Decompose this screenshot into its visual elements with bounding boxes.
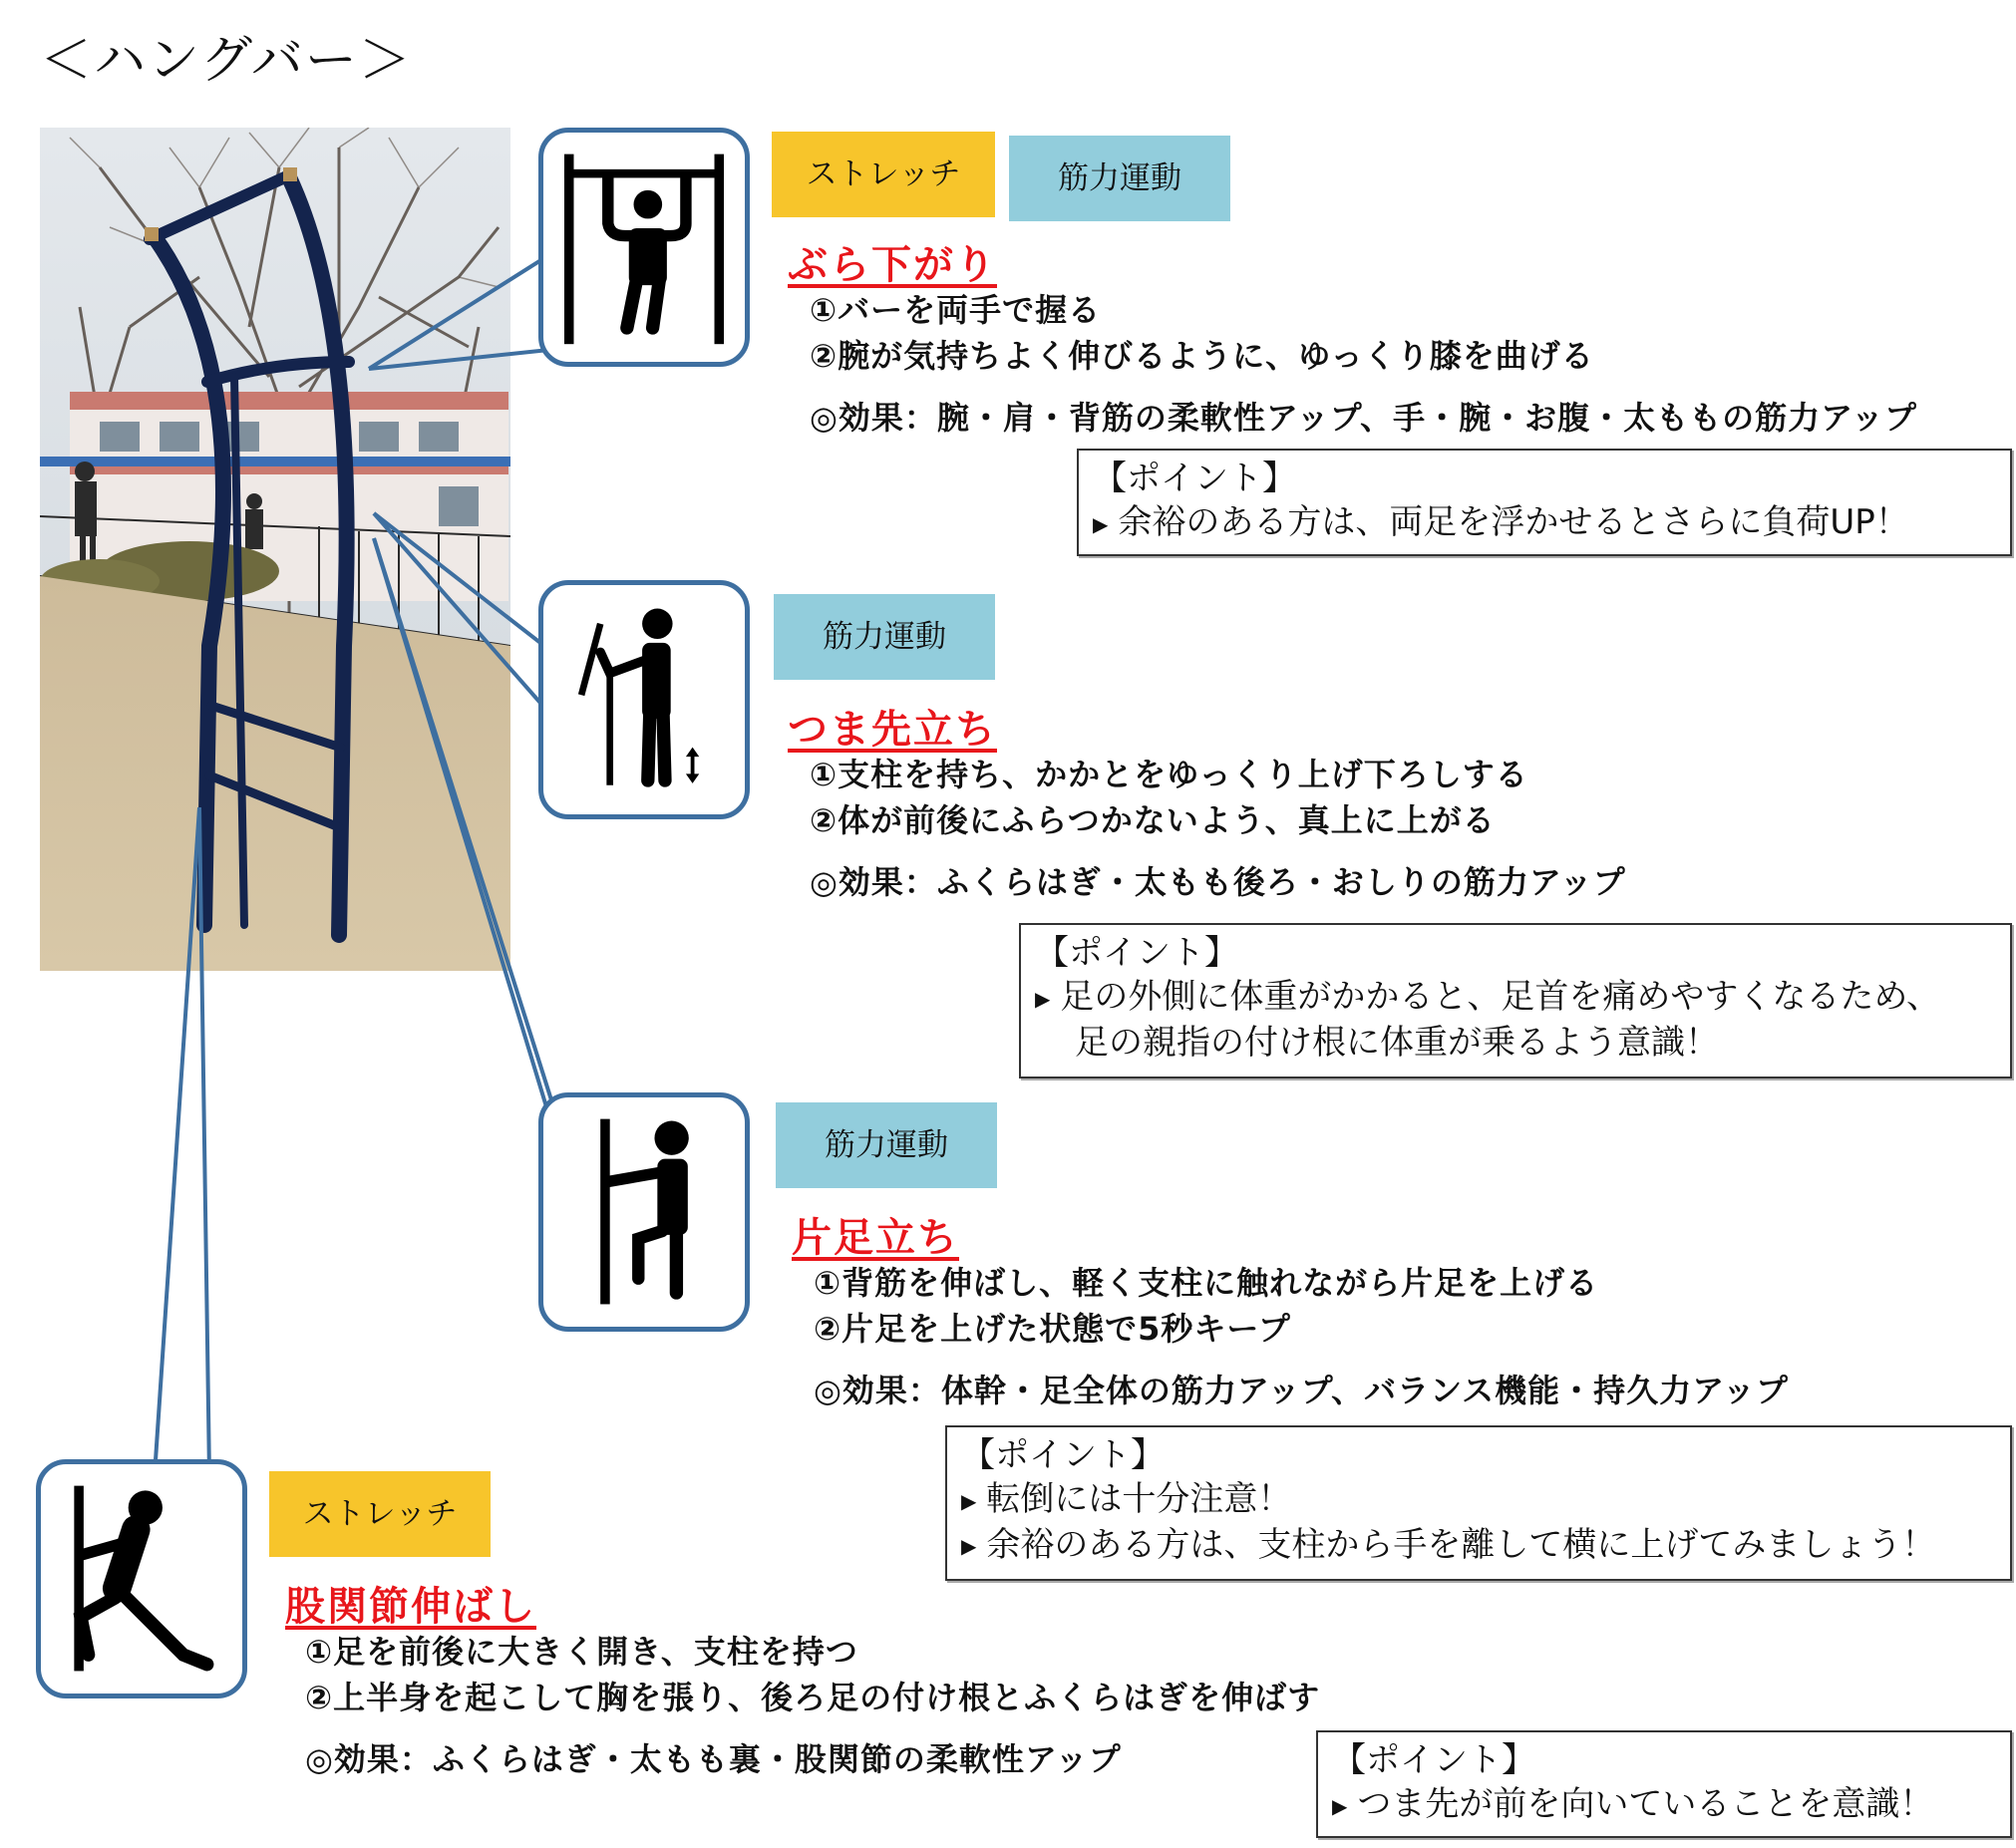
page-title: ＜ハングバー＞ <box>40 31 413 91</box>
bullet-icon: ▶ <box>1093 511 1109 536</box>
exercise-title: 股関節伸ばし <box>285 1584 536 1630</box>
point-label: 【ポイント】 <box>1035 933 1238 973</box>
bullet-icon: ▶ <box>961 1534 977 1558</box>
point-text: 余裕のある方は、支柱から手を離して横に上げてみましょう！ <box>986 1524 1936 1565</box>
exercise-step: ①背筋を伸ばし、軽く支柱に触れながら片足を上げる <box>814 1264 1599 1302</box>
tiptoe-icon-box <box>538 580 750 819</box>
exercise-effect: ◎効果：ふくらはぎ・太もも裏・股関節の柔軟性アップ <box>305 1740 1122 1778</box>
exercise-effect: ◎効果：ふくらはぎ・太もも後ろ・おしりの筋力アップ <box>810 863 1626 901</box>
exercise-effect: ◎効果：腕・肩・背筋の柔軟性アップ、手・腕・お腹・太ももの筋力アップ <box>810 399 1917 437</box>
exercise-step: ②上半身を起こして胸を張り、後ろ足の付け根とふくらはぎを伸ばす <box>305 1679 1321 1716</box>
stretch-tag: ストレッチ <box>269 1471 491 1557</box>
exercise-step: ②体が前後にふらつかないよう、真上に上がる <box>810 801 1496 839</box>
strength-tag: 筋力運動 <box>774 594 995 680</box>
exercise-title: 片足立ち <box>792 1215 959 1261</box>
strength-tag: 筋力運動 <box>776 1102 997 1188</box>
hang-icon-box <box>538 128 750 367</box>
exercise-effect: ◎効果：体幹・足全体の筋力アップ、バランス機能・持久力アップ <box>814 1372 1789 1409</box>
point-text: 足の外側に体重がかかると、足首を痛めやすくなるため、 <box>1060 977 1941 1017</box>
bullet-icon: ▶ <box>1332 1793 1348 1818</box>
exercise-title: ぶら下がり <box>788 242 997 288</box>
exercise-title: つま先立ち <box>788 707 997 753</box>
strength-tag: 筋力運動 <box>1009 136 1230 221</box>
one-leg-stand-icon <box>543 1097 745 1327</box>
point-box <box>1316 1730 2012 1838</box>
tiptoe-person-icon <box>543 585 745 814</box>
bullet-icon: ▶ <box>1035 986 1051 1011</box>
point-text: 余裕のある方は、両足を浮かせるとさらに負荷UP！ <box>1118 502 1909 542</box>
point-box <box>1077 449 2012 556</box>
exercise-step: ①足を前後に大きく開き、支柱を持つ <box>305 1633 858 1671</box>
exercise-step: ②片足を上げた状態で5秒キープ <box>814 1310 1291 1348</box>
exercise-step: ①支柱を持ち、かかとをゆっくり上げ下ろしする <box>810 756 1528 793</box>
hang-bar-photo <box>40 128 510 971</box>
point-text-continued: 足の親指の付け根に体重が乗るよう意識！ <box>1075 1022 1719 1063</box>
point-box <box>945 1425 2012 1581</box>
hip-icon-box <box>36 1459 247 1698</box>
point-text: 転倒には十分注意！ <box>986 1479 1292 1519</box>
point-label: 【ポイント】 <box>961 1435 1165 1475</box>
exercise-step: ①バーを両手で握る <box>810 291 1102 329</box>
exercise-step: ②腕が気持ちよく伸びるように、ゆっくり膝を曲げる <box>810 337 1594 375</box>
bullet-icon: ▶ <box>961 1488 977 1513</box>
point-box <box>1019 923 2012 1078</box>
hanging-person-icon <box>543 133 745 362</box>
point-label: 【ポイント】 <box>1093 459 1296 498</box>
point-text: つま先が前を向いていることを意識！ <box>1357 1784 1934 1824</box>
hip-stretch-icon <box>41 1464 242 1694</box>
onefoot-icon-box <box>538 1092 750 1332</box>
point-label: 【ポイント】 <box>1332 1740 1535 1780</box>
stretch-tag: ストレッチ <box>772 132 995 217</box>
